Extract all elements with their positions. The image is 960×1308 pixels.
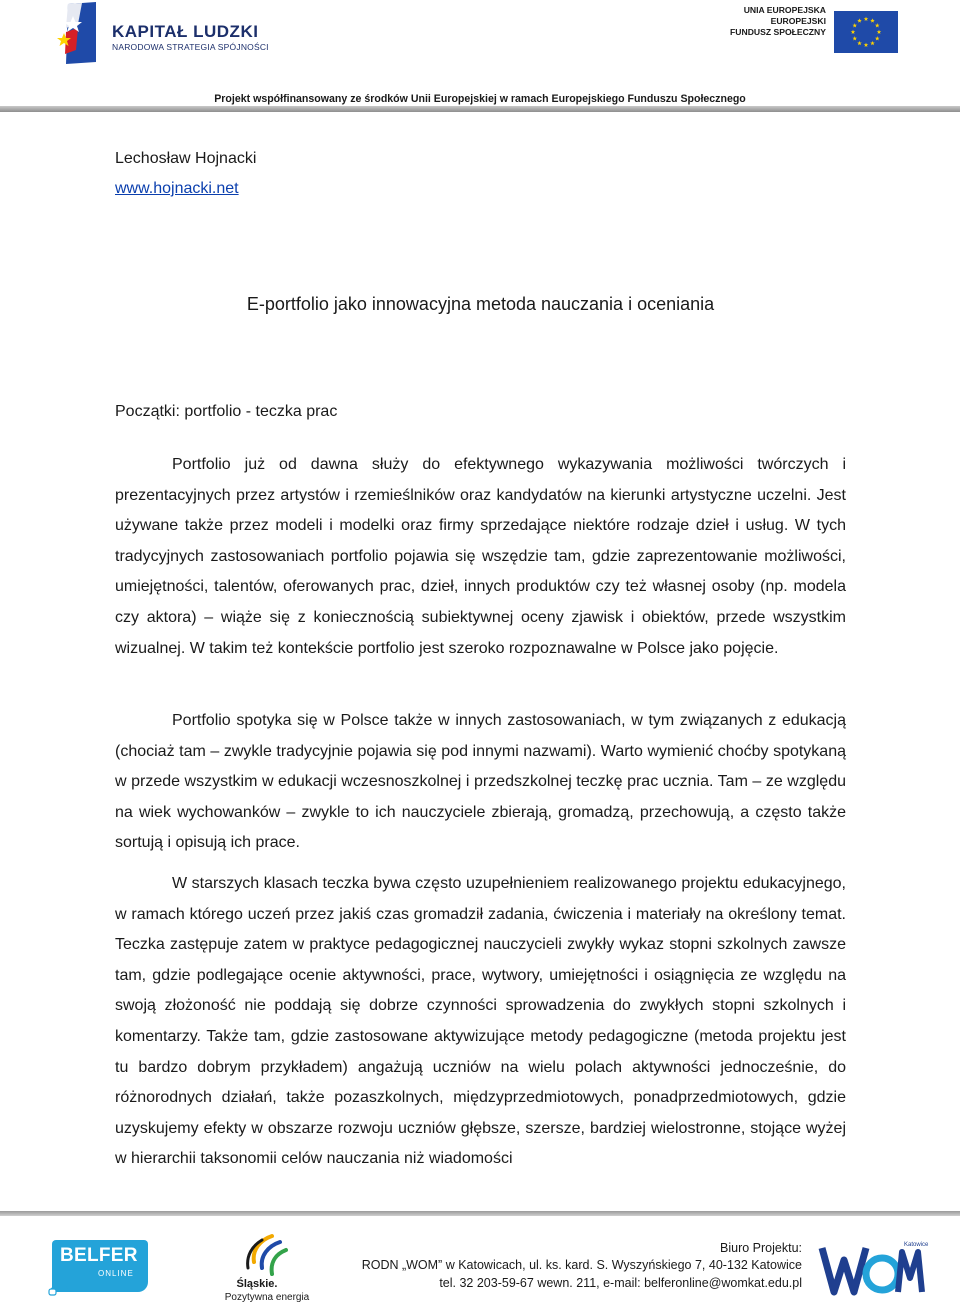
author-website-link[interactable]: www.hojnacki.net: [115, 180, 239, 197]
wom-logo-icon: [820, 1238, 929, 1300]
paragraph-3: W starszych klasach teczka bywa często uzupełnieniem realizowanego projektu edukacyjnego, w ramach którego uczeń przez jakiś czas gromadził zadania, ćwiczenia i materiały na określony temat. Teczka zastępuje zatem w praktyce pedagogicznej nauczycieli zwykły wykaz stopni szkolnych zawsze tam, gdzie podlegające ocenie aktywności, prace, wytwory, umiejętności i osiągnięcia ze względu na swoją złożoność nie poddają się dobrze czynności sprowadzenia do zwykłych stopni szkolnych i komentarzy. Także tam, gdzie zastosowane aktywizujące metody pedagogiczne (metoda projektu jest tu bardzo dobrym przykładem) angażują uczniów na wielu polach aktywności jednocześnie, do różnorodnych działań, także pozaszkolnych, międzyprzedmiotowych, ponadprzedmiotowych, gdzie uzyskujemy efekty w obszarze rozwoju uczniów głębsze, szersze, bardziej wielostronne, stojące wyżej w hierarchii taksonomii celów nauczania niż wiadomości: [115, 875, 846, 1168]
kapital-ludzki-flag-icon: [56, 2, 102, 64]
belfer-logo-text: BELFER: [60, 1245, 138, 1266]
belfer-logo-subtext: ONLINE: [98, 1269, 134, 1278]
slaskie-name: Śląskie.: [236, 1278, 278, 1290]
belfer-online-logo: [52, 1240, 148, 1292]
project-cofinancing-line: Projekt współfinansowany ze środków Unii Europejskiej w ramach Europejskiego Funduszu Społecznego: [214, 93, 746, 105]
document-title: E-portfolio jako innowacyjna metoda nauczania i oceniania: [246, 294, 715, 314]
office-label: Biuro Projektu:: [720, 1241, 802, 1255]
eu-line-2: EUROPEJSKI: [770, 16, 826, 26]
slaskie-swirl-icon: [232, 1232, 302, 1278]
paragraph-2: Portfolio spotyka się w Polsce także w innych zastosowaniach, w tym związanych z edukacją (chociaż tam – zwykle tradycyjnie pojawia się pod innymi nazwami). Warto wymienić choćby spotykaną w przede wszystkim w edukacji wczesnoszkolnej i przedszkolnej teczkę prac ucznia. Tam – ze względu na wiek wychowanków – zwykle to ich nauczyciele zbierają, gromadzą, przechowują, a często także sortują i opisują ich prace.: [115, 712, 846, 852]
author-name: Lechosław Hojnacki: [115, 150, 257, 167]
project-office-info: [362, 1240, 802, 1292]
kapital-ludzki-logo: [56, 2, 269, 64]
section-heading: Początki: portfolio - teczka prac: [115, 403, 338, 420]
eu-flag-icon: [834, 11, 898, 53]
paragraph-1: Portfolio już od dawna służy do efektywnego wykazywania możliwości twórczych i prezentacyjnych przez artystów i rzemieślników oraz kandydatów na kierunki artystyczne uczelni. Jest używane także przez modeli i modelki oraz firmy sprzedające niektóre rodzaje dzieł i usług. W tych tradycyjnych zastosowaniach portfolio pojawia się wszędzie tam, gdzie zaprezentowanie możliwości, umiejętności, talentów, oferowanych prac, dzieł, innych produktów czy też własnej osoby (np. modela czy aktora) – wiąże się z koniecznością subiektywnej oceny zjawisk i obiektów, przede wszystkim wizualnej. W takim też kontekście portfolio jest szeroko rozpoznawalne w Polsce jako pojęcie.: [115, 456, 846, 657]
mouse-cable-icon: [46, 1270, 96, 1296]
program-title: KAPITAŁ LUDZKI: [112, 22, 259, 41]
slaskie-tagline: Pozytywna energia: [224, 1292, 310, 1303]
office-contact: tel. 32 203-59-67 wewn. 211, e-mail: belferonline@womkat.edu.pl: [439, 1276, 802, 1290]
header-divider: [0, 106, 960, 112]
eu-line-3: FUNDUSZ SPOŁECZNY: [730, 27, 826, 37]
page-footer: [0, 1218, 960, 1308]
program-subtitle: NARODOWA STRATEGIA SPÓJNOŚCI: [112, 42, 269, 52]
slaskie-logo: [222, 1232, 312, 1308]
page-header: [0, 0, 960, 112]
eu-line-1: UNIA EUROPEJSKA: [743, 5, 826, 15]
eu-text-block: [730, 5, 826, 38]
office-address: RODN „WOM” w Katowicach, ul. ks. kard. S. Wyszyńskiego 7, 40-132 Katowice: [361, 1258, 802, 1272]
footer-divider: [0, 1211, 960, 1216]
wom-small-text: Katowice: [904, 1242, 929, 1248]
